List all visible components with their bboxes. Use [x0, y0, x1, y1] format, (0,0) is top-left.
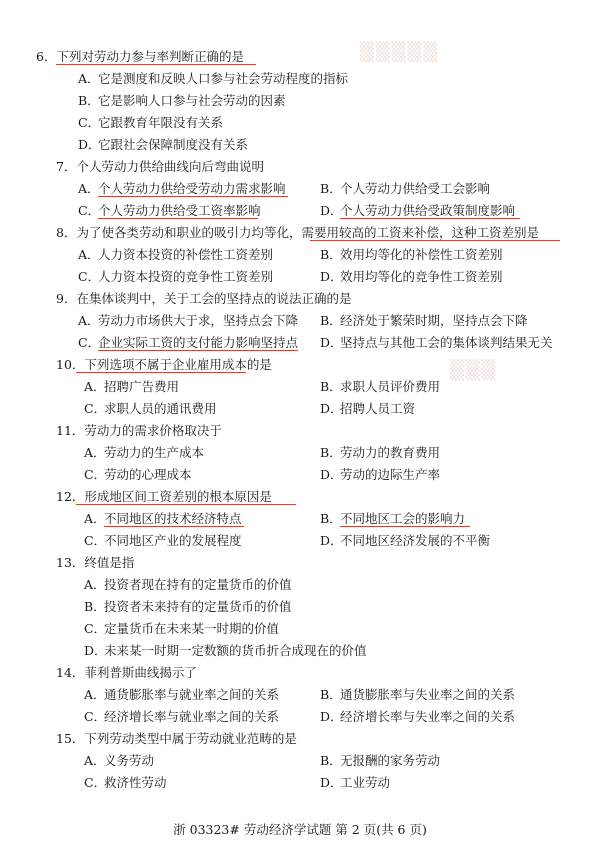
option-text: 劳动力的教育费用 — [340, 445, 441, 460]
option-text: 救济性劳动 — [104, 775, 167, 790]
option-letter: B． — [320, 313, 342, 328]
option-text: 通货膨胀率与失业率之间的关系 — [340, 687, 516, 702]
option — [320, 312, 528, 330]
option-text: 个人劳动力供给受工资率影响 — [98, 203, 261, 218]
option-letter: A． — [78, 181, 100, 196]
option — [320, 686, 515, 704]
option — [320, 268, 503, 286]
question-stem: 11．劳动力的需求价格取决于 — [56, 423, 222, 438]
option-letter: C． — [84, 533, 107, 548]
option-letter: D． — [320, 401, 343, 416]
option-text: 定量货币在未来某一时期的价值 — [104, 621, 280, 636]
option-letter: B． — [320, 753, 342, 768]
option-letter: C． — [84, 709, 107, 724]
option — [84, 444, 204, 462]
annotation-underline — [104, 526, 244, 527]
option-text: 效用均等化的竞争性工资差别 — [340, 269, 503, 284]
option — [320, 378, 440, 396]
option-letter: A． — [78, 313, 100, 328]
option — [84, 466, 192, 484]
option — [320, 708, 515, 726]
option-text: 个人劳动力供给受工会影响 — [340, 181, 491, 196]
option-letter: D． — [78, 137, 101, 152]
option-letter: B． — [320, 511, 342, 526]
option-letter: D． — [320, 775, 343, 790]
option-letter: C． — [84, 621, 107, 636]
annotation-underline — [310, 240, 560, 241]
option — [320, 246, 503, 264]
option-text: 劳动的心理成本 — [104, 467, 192, 482]
option-text: 不同地区产业的发展程度 — [104, 533, 242, 548]
option — [84, 576, 292, 594]
watermark-logo: ▒▒▒ — [450, 360, 498, 381]
option-text: 它是测度和反映人口参与社会劳动程度的指标 — [98, 71, 349, 86]
annotation-underline — [76, 504, 296, 505]
option-letter: D． — [320, 709, 343, 724]
option — [320, 180, 490, 198]
option-text: 投资者现在持有的定量货币的价值 — [104, 577, 292, 592]
option-text: 求职人员评价费用 — [340, 379, 441, 394]
option — [84, 378, 179, 396]
option — [84, 598, 292, 616]
option-letter: A． — [84, 511, 106, 526]
option-text: 它是影响人口参与社会劳动的因素 — [98, 93, 286, 108]
option-letter: D． — [320, 335, 343, 350]
option-text: 招聘人员工资 — [340, 401, 416, 416]
option-text: 不同地区工会的影响力 — [340, 511, 466, 526]
question-stem: 7．个人劳动力供给曲线向后弯曲说明 — [56, 159, 264, 174]
option-letter: C． — [78, 269, 101, 284]
option-letter: D． — [84, 643, 107, 658]
annotation-underline — [98, 218, 258, 219]
option-letter: D． — [320, 467, 343, 482]
option-text: 经济增长率与就业率之间的关系 — [104, 709, 280, 724]
option — [84, 532, 242, 550]
option-text: 劳动力的生产成本 — [104, 445, 205, 460]
option-text: 投资者未来持有的定量货币的价值 — [104, 599, 292, 614]
option-letter: B． — [320, 247, 342, 262]
option-text: 坚持点与其他工会的集体谈判结果无关 — [340, 335, 553, 350]
option-text: 不同地区的技术经济特点 — [104, 511, 242, 526]
option — [84, 642, 367, 660]
option — [84, 620, 279, 638]
option-letter: B． — [78, 93, 100, 108]
option — [78, 136, 248, 154]
option-text: 求职人员的通讯费用 — [104, 401, 217, 416]
option — [84, 774, 167, 792]
option-text: 个人劳动力供给受劳动力需求影响 — [98, 181, 286, 196]
option — [320, 334, 553, 352]
option — [320, 752, 440, 770]
question-stem: 13．终值是指 — [56, 555, 135, 570]
option-letter: D． — [320, 533, 343, 548]
option — [78, 114, 223, 132]
option-letter: A． — [78, 71, 100, 86]
option — [78, 70, 348, 88]
option — [320, 444, 440, 462]
option-letter: A． — [84, 379, 106, 394]
option — [320, 532, 490, 550]
option-text: 义务劳动 — [104, 753, 155, 768]
option-text: 劳动的边际生产率 — [340, 467, 441, 482]
annotation-underline — [76, 372, 246, 373]
question-stem: 8．为了使各类劳动和职业的吸引力均等化，需要用较高的工资来补偿，这种工资差别是 — [56, 225, 539, 240]
option — [78, 92, 286, 110]
option-text: 劳动力市场供大于求，坚持点会下降 — [98, 313, 299, 328]
option-text: 它跟社会保障制度没有关系 — [98, 137, 249, 152]
option — [320, 774, 390, 792]
option-text: 不同地区经济发展的不平衡 — [340, 533, 491, 548]
option — [320, 400, 415, 418]
page-footer: 浙 03323# 劳动经济学试题 第 2 页(共 6 页) — [173, 822, 427, 837]
option-text: 企业实际工资的支付能力影响坚持点 — [98, 335, 299, 350]
option-letter: B． — [320, 445, 342, 460]
option-text: 经济增长率与失业率之间的关系 — [340, 709, 516, 724]
option-letter: C． — [78, 115, 101, 130]
option-text: 未来某一时期一定数额的货币折合成现在的价值 — [104, 643, 367, 658]
option-text: 人力资本投资的补偿性工资差别 — [98, 247, 274, 262]
option — [320, 466, 440, 484]
option-letter: C． — [78, 335, 101, 350]
option — [78, 246, 273, 264]
option-letter: B． — [320, 181, 342, 196]
option-letter: C． — [84, 775, 107, 790]
option-letter: A． — [78, 247, 100, 262]
option-letter: A． — [84, 577, 106, 592]
annotation-underline — [56, 64, 256, 65]
option-letter: C． — [84, 401, 107, 416]
option — [78, 312, 298, 330]
option-text: 个人劳动力供给受政策制度影响 — [340, 203, 516, 218]
option-text: 工业劳动 — [340, 775, 391, 790]
annotation-underline — [98, 196, 288, 197]
option-letter: A． — [84, 445, 106, 460]
option-text: 招聘广告费用 — [104, 379, 180, 394]
option-letter: A． — [84, 753, 106, 768]
option-letter: B． — [84, 599, 106, 614]
option-letter: C． — [84, 467, 107, 482]
option-letter: A． — [84, 687, 106, 702]
option — [84, 752, 154, 770]
option-text: 效用均等化的补偿性工资差别 — [340, 247, 503, 262]
option — [78, 268, 273, 286]
option-letter: D． — [320, 269, 343, 284]
option-letter: B． — [320, 687, 342, 702]
option-text: 无报酬的家务劳动 — [340, 753, 441, 768]
option-text: 人力资本投资的竞争性工资差别 — [98, 269, 274, 284]
option-letter: D． — [320, 203, 343, 218]
question-stem: 15．下列劳动类型中属于劳动就业范畴的是 — [56, 731, 297, 746]
question-stem: 12．形成地区间工资差别的根本原因是 — [56, 489, 272, 504]
question-stem: 9．在集体谈判中，关于工会的坚持点的说法正确的是 — [56, 291, 352, 306]
option — [84, 686, 279, 704]
option — [84, 400, 217, 418]
option-letter: C． — [78, 203, 101, 218]
option — [84, 708, 279, 726]
option-letter: B． — [320, 379, 342, 394]
option-text: 它跟教育年限没有关系 — [98, 115, 224, 130]
annotation-underline — [340, 218, 520, 219]
question-stem: 6．下列对劳动力参与率判断正确的是 — [36, 49, 244, 64]
option-text: 经济处于繁荣时期，坚持点会下降 — [340, 313, 528, 328]
watermark-logo: ▒▒▒▒▒ — [360, 42, 440, 63]
question-stem: 10．下列选项不属于企业雇用成本的是 — [56, 357, 272, 372]
annotation-underline — [340, 526, 470, 527]
option-text: 通货膨胀率与就业率之间的关系 — [104, 687, 280, 702]
annotation-underline — [98, 350, 298, 351]
question-stem: 14．菲利普斯曲线揭示了 — [56, 665, 197, 680]
